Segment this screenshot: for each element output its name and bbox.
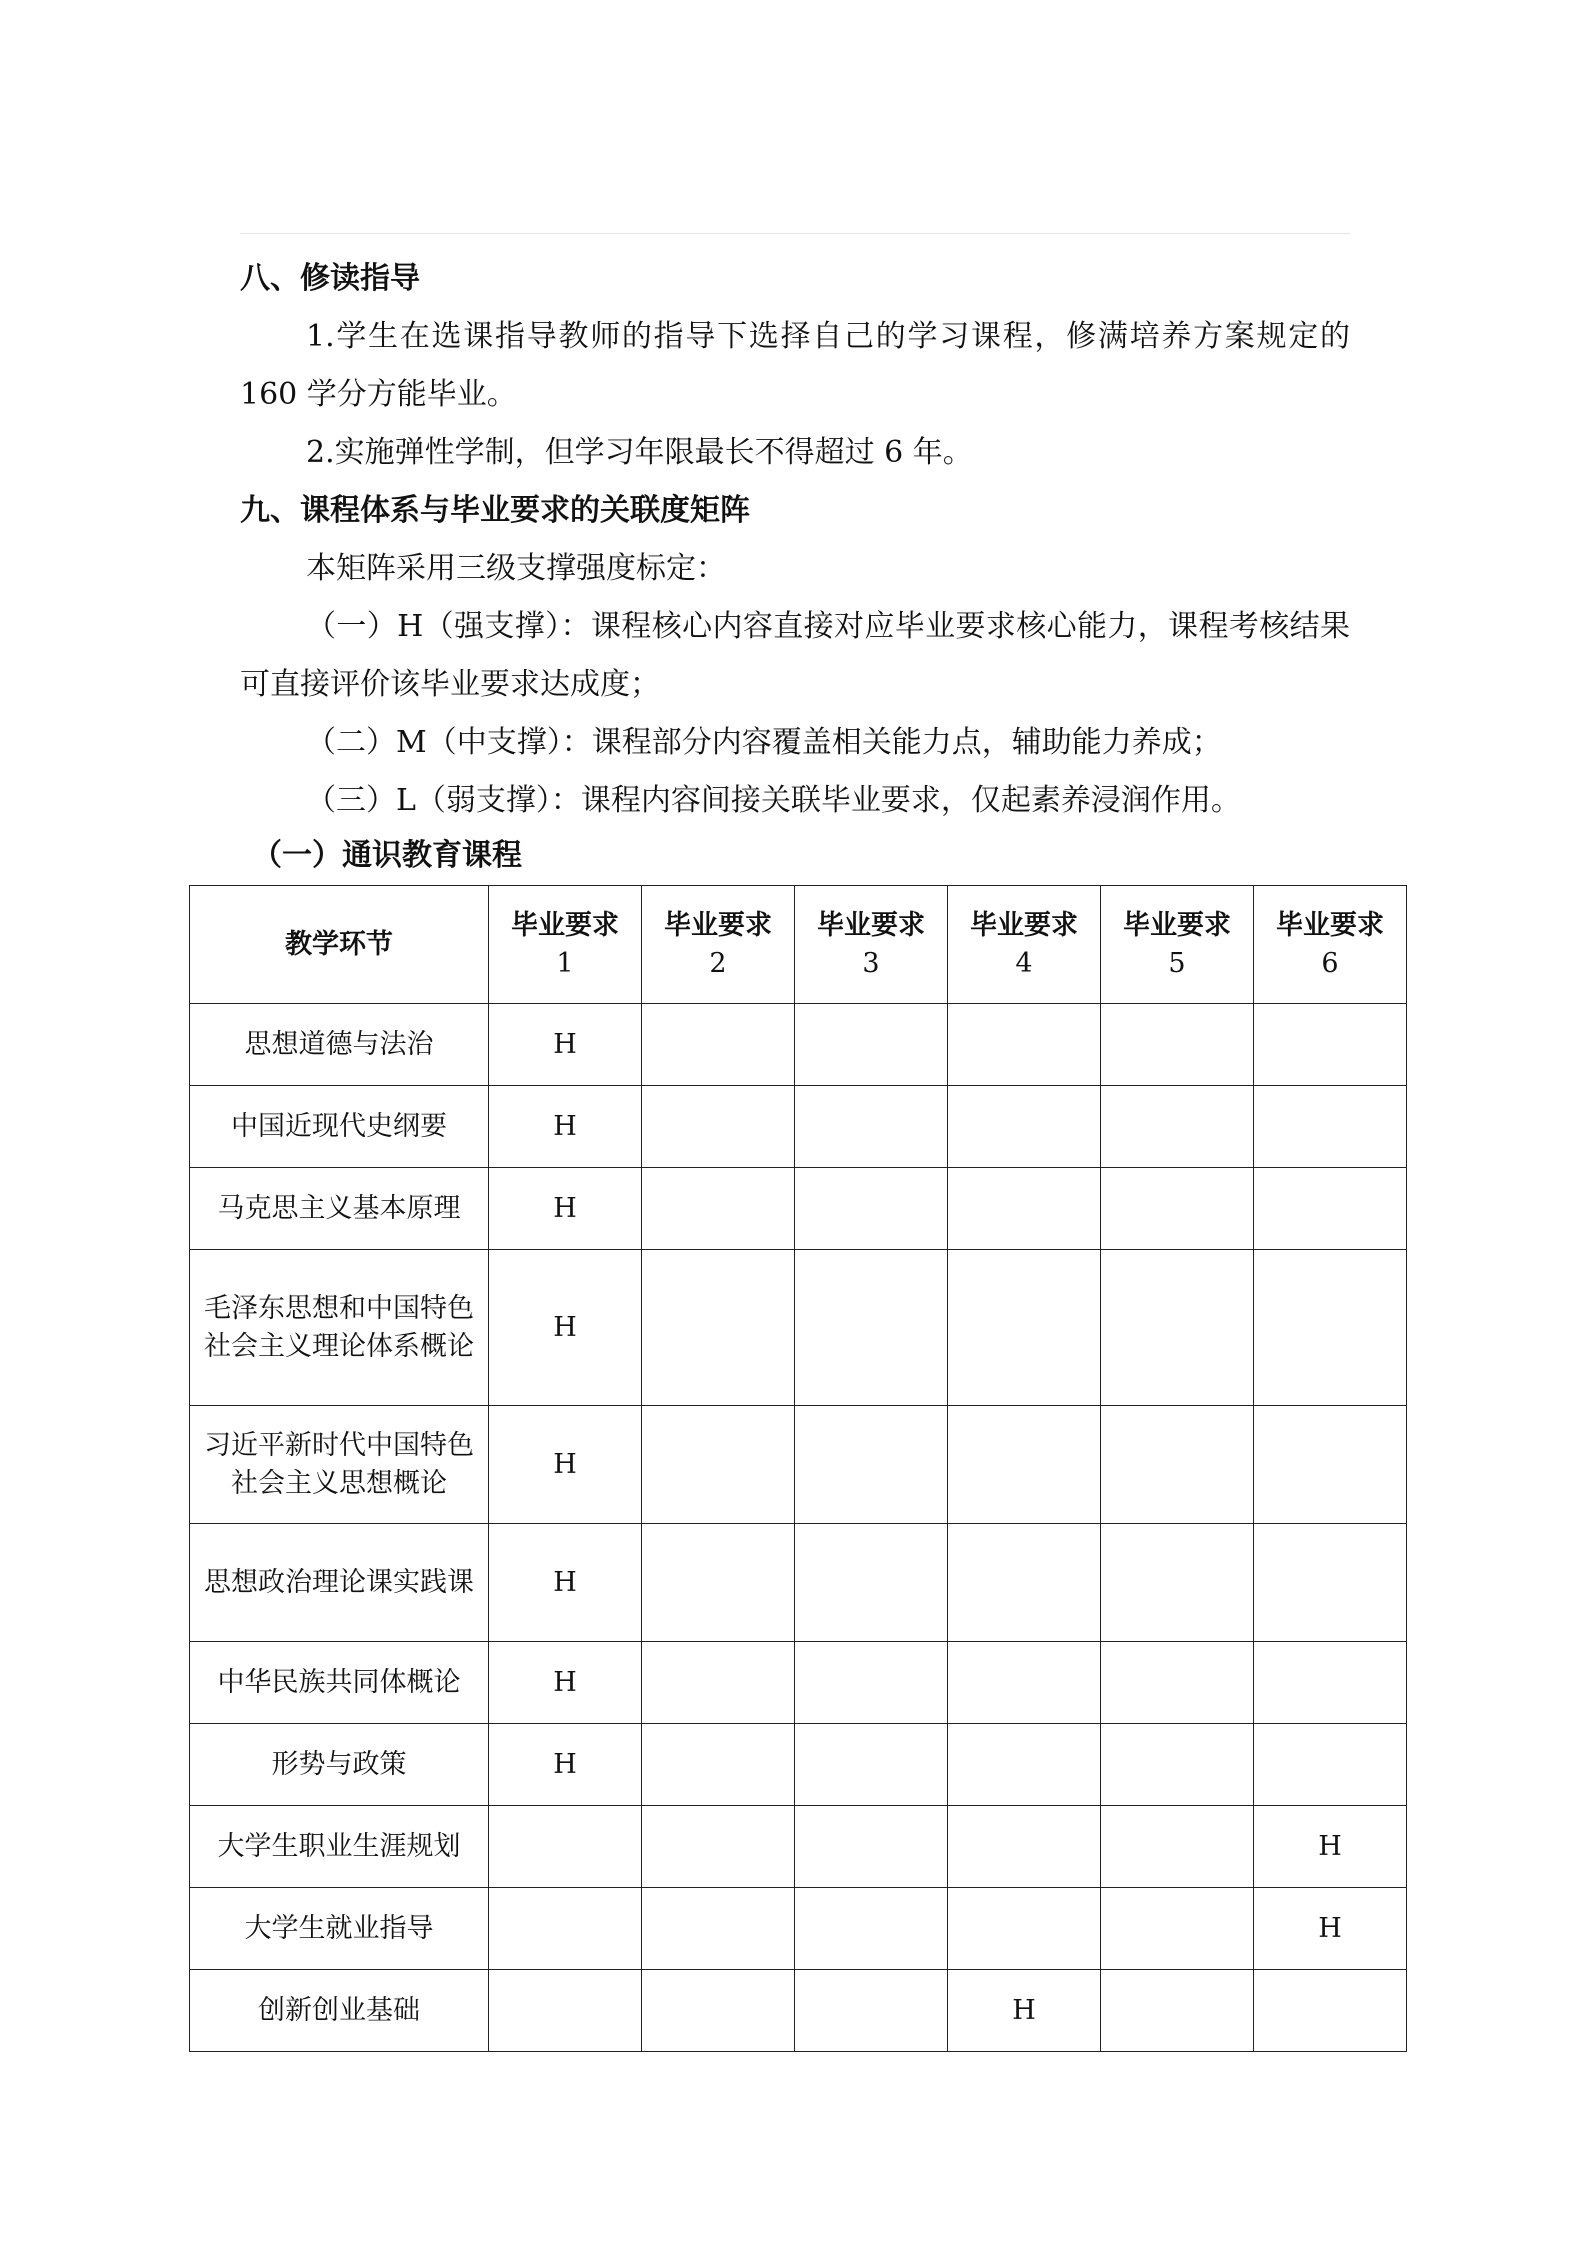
support-level-cell-req-2: [642, 1806, 795, 1888]
course-name-cell: 中华民族共同体概论: [190, 1642, 489, 1724]
support-level-cell-req-1: H: [489, 1004, 642, 1086]
support-level-cell-req-2: [642, 1724, 795, 1806]
support-level-cell-req-2: [642, 1888, 795, 1970]
support-level-cell-req-3: [795, 1406, 948, 1524]
support-level-cell-req-3: [795, 1888, 948, 1970]
course-name-cell: 毛泽东思想和中国特色社会主义理论体系概论: [190, 1250, 489, 1406]
support-level-cell-req-3: [795, 1086, 948, 1168]
support-level-cell-req-5: [1101, 1888, 1254, 1970]
support-level-cell-req-6: [1254, 1642, 1407, 1724]
support-level-cell-req-2: [642, 1970, 795, 2052]
level-m-description: （二）M（中支撑）：课程部分内容覆盖相关能力点，辅助能力养成；: [306, 725, 1222, 760]
section-9-heading: 九、课程体系与毕业要求的关联度矩阵: [240, 493, 750, 528]
header-teaching-segment: 教学环节: [190, 886, 489, 1004]
support-level-cell-req-2: [642, 1250, 795, 1406]
header-requirement-3: 毕业要求 3: [795, 886, 948, 1004]
table-row: [190, 1806, 1407, 1888]
support-level-cell-req-6: [1254, 1004, 1407, 1086]
support-level-cell-req-5: [1101, 1086, 1254, 1168]
support-level-cell-req-6: [1254, 1970, 1407, 2052]
header-requirement-2: 毕业要求 2: [642, 886, 795, 1004]
table-row: [190, 1642, 1407, 1724]
support-level-cell-req-5: [1101, 1724, 1254, 1806]
header-requirement-6: 毕业要求 6: [1254, 886, 1407, 1004]
support-level-cell-req-1: H: [489, 1406, 642, 1524]
support-level-cell-req-1: [489, 1970, 642, 2052]
support-level-cell-req-6: [1254, 1168, 1407, 1250]
support-level-cell-req-4: H: [948, 1970, 1101, 2052]
section-8-heading: 八、修读指导: [240, 261, 420, 296]
support-level-cell-req-1: H: [489, 1168, 642, 1250]
course-name-cell: 中国近现代史纲要: [190, 1086, 489, 1168]
support-level-cell-req-4: [948, 1524, 1101, 1642]
table-header-row: [190, 886, 1407, 1004]
support-level-cell-req-1: H: [489, 1524, 642, 1642]
table-row: [190, 1724, 1407, 1806]
support-level-cell-req-5: [1101, 1168, 1254, 1250]
support-level-cell-req-2: [642, 1642, 795, 1724]
support-level-cell-req-1: [489, 1806, 642, 1888]
support-level-cell-req-3: [795, 1524, 948, 1642]
header-requirement-1: 毕业要求 1: [489, 886, 642, 1004]
table-row: [190, 1168, 1407, 1250]
support-level-cell-req-5: [1101, 1004, 1254, 1086]
support-level-cell-req-6: [1254, 1524, 1407, 1642]
support-level-cell-req-4: [948, 1004, 1101, 1086]
support-level-cell-req-2: [642, 1086, 795, 1168]
support-level-cell-req-3: [795, 1724, 948, 1806]
support-level-cell-req-6: H: [1254, 1888, 1407, 1970]
support-level-cell-req-6: [1254, 1250, 1407, 1406]
support-level-cell-req-5: [1101, 1806, 1254, 1888]
support-level-cell-req-4: [948, 1250, 1101, 1406]
general-education-subheading: （一）通识教育课程: [252, 838, 522, 873]
support-level-cell-req-1: H: [489, 1250, 642, 1406]
table-row: [190, 1004, 1407, 1086]
support-level-cell-req-2: [642, 1168, 795, 1250]
support-level-cell-req-4: [948, 1642, 1101, 1724]
course-requirement-matrix: [189, 885, 1407, 2052]
support-level-cell-req-3: [795, 1004, 948, 1086]
course-name-cell: 思想政治理论课实践课: [190, 1524, 489, 1642]
support-level-cell-req-4: [948, 1086, 1101, 1168]
level-h-description: （一）H（强支撑）：课程核心内容直接对应毕业要求核心能力，课程考核结果可直接评价该毕业要求达成度；: [240, 609, 1350, 702]
support-level-cell-req-4: [948, 1806, 1101, 1888]
support-level-cell-req-1: H: [489, 1724, 642, 1806]
support-level-cell-req-6: [1254, 1724, 1407, 1806]
support-level-cell-req-6: [1254, 1406, 1407, 1524]
course-name-cell: 大学生就业指导: [190, 1888, 489, 1970]
document-body: [240, 250, 1350, 882]
support-level-cell-req-5: [1101, 1970, 1254, 2052]
table-row: [190, 1888, 1407, 1970]
course-name-cell: 大学生职业生涯规划: [190, 1806, 489, 1888]
table-row: [190, 1970, 1407, 2052]
table-row: [190, 1250, 1407, 1406]
support-level-cell-req-3: [795, 1642, 948, 1724]
support-level-cell-req-5: [1101, 1250, 1254, 1406]
support-level-cell-req-2: [642, 1004, 795, 1086]
support-level-cell-req-1: H: [489, 1086, 642, 1168]
section-8-item-1: 1.学生在选课指导教师的指导下选择自己的学习课程，修满培养方案规定的 160 学分方能毕业。: [240, 319, 1350, 412]
support-level-cell-req-4: [948, 1406, 1101, 1524]
course-name-cell: 思想道德与法治: [190, 1004, 489, 1086]
course-name-cell: 习近平新时代中国特色社会主义思想概论: [190, 1406, 489, 1524]
support-level-cell-req-1: H: [489, 1642, 642, 1724]
support-level-cell-req-4: [948, 1888, 1101, 1970]
support-level-cell-req-5: [1101, 1524, 1254, 1642]
course-name-cell: 形势与政策: [190, 1724, 489, 1806]
header-requirement-5: 毕业要求 5: [1101, 886, 1254, 1004]
support-level-cell-req-5: [1101, 1642, 1254, 1724]
support-level-cell-req-3: [795, 1970, 948, 2052]
support-level-cell-req-4: [948, 1724, 1101, 1806]
support-level-cell-req-3: [795, 1168, 948, 1250]
support-level-cell-req-5: [1101, 1406, 1254, 1524]
support-level-cell-req-1: [489, 1888, 642, 1970]
support-level-cell-req-6: H: [1254, 1806, 1407, 1888]
support-level-cell-req-6: [1254, 1086, 1407, 1168]
support-level-cell-req-3: [795, 1806, 948, 1888]
header-rule: [240, 233, 1350, 234]
level-l-description: （三）L（弱支撑）：课程内容间接关联毕业要求，仅起素养浸润作用。: [306, 783, 1241, 818]
support-level-cell-req-2: [642, 1524, 795, 1642]
header-requirement-4: 毕业要求 4: [948, 886, 1101, 1004]
section-9-intro: 本矩阵采用三级支撑强度标定：: [306, 551, 726, 586]
course-name-cell: 创新创业基础: [190, 1970, 489, 2052]
section-8-item-2: 2.实施弹性学制，但学习年限最长不得超过 6 年。: [306, 435, 973, 470]
table-row: [190, 1406, 1407, 1524]
support-level-cell-req-3: [795, 1250, 948, 1406]
table-row: [190, 1086, 1407, 1168]
support-level-cell-req-2: [642, 1406, 795, 1524]
table-row: [190, 1524, 1407, 1642]
course-name-cell: 马克思主义基本原理: [190, 1168, 489, 1250]
support-level-cell-req-4: [948, 1168, 1101, 1250]
